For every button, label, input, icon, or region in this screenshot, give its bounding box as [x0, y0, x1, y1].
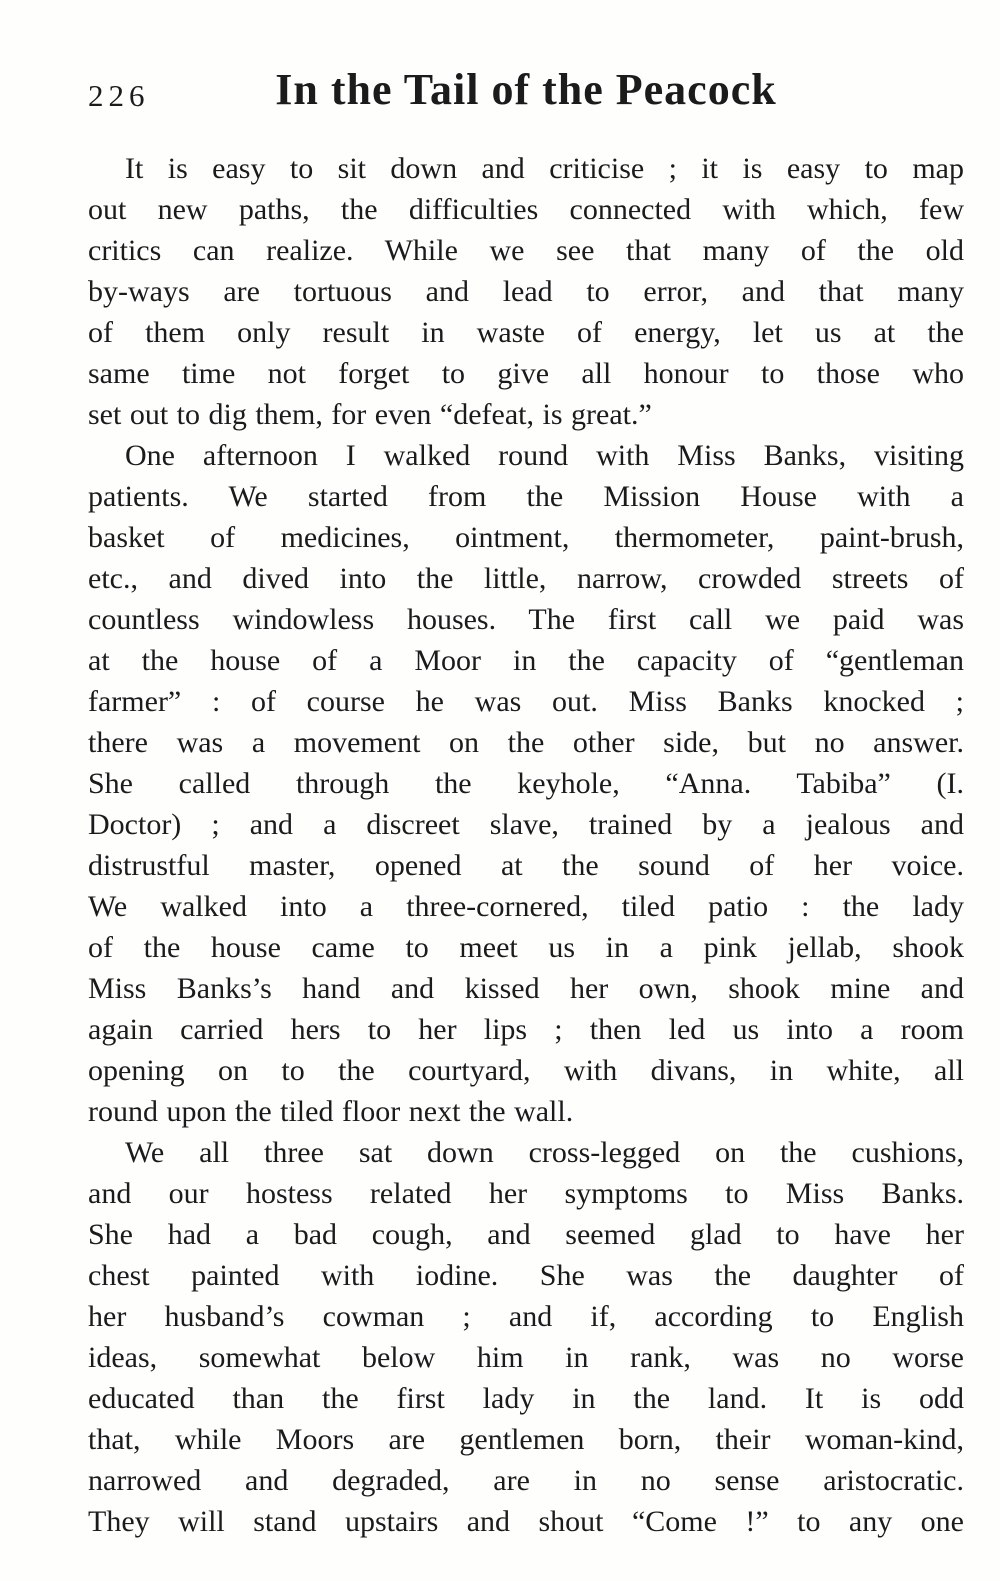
text-line: She had a bad cough, and seemed glad to have her — [88, 1218, 964, 1251]
text-line: there was a movement on the other side, but no answer. — [88, 726, 964, 759]
text-line: educated than the first lady in the land. It is odd — [88, 1382, 964, 1415]
page-title: In the Tail of the Peacock — [275, 65, 777, 114]
text-line: countless windowless houses. The first call we paid was — [88, 603, 964, 636]
text-line: narrowed and degraded, are in no sense aristocratic. — [88, 1464, 964, 1497]
text-line: One afternoon I walked round with Miss Banks, visiting — [125, 439, 964, 472]
text-line: of them only result in waste of energy, let us at the — [88, 316, 964, 349]
text-line: out new paths, the difficulties connected with which, few — [88, 193, 964, 226]
text-line: round upon the tiled floor next the wall. — [88, 1095, 574, 1128]
page-number: 226 — [88, 78, 150, 113]
text-line: etc., and dived into the little, narrow, crowded streets of — [88, 562, 964, 595]
text-line: at the house of a Moor in the capacity of “gentleman — [88, 644, 964, 677]
text-line: Doctor) ; and a discreet slave, trained by a jealous and — [88, 808, 964, 841]
page-body — [88, 148, 964, 1542]
text-line: Miss Banks’s hand and kissed her own, shook mine and — [88, 972, 964, 1005]
text-line: by-ways are tortuous and lead to error, and that many — [88, 275, 964, 308]
text-line: critics can realize. While we see that many of the old — [88, 234, 964, 267]
text-line: They will stand upstairs and shout “Come !” to any one — [88, 1505, 964, 1538]
text-line: chest painted with iodine. She was the daughter of — [88, 1259, 964, 1292]
text-line: opening on to the courtyard, with divans, in white, all — [88, 1054, 964, 1087]
text-line: her husband’s cowman ; and if, according to English — [88, 1300, 964, 1333]
text-line: of the house came to meet us in a pink jellab, shook — [88, 931, 964, 964]
text-line: ideas, somewhat below him in rank, was no worse — [88, 1341, 964, 1374]
text-line: again carried hers to her lips ; then led us into a room — [88, 1013, 964, 1046]
text-line: She called through the keyhole, “Anna. Tabiba” (I. — [88, 767, 964, 800]
text-line: basket of medicines, ointment, thermometer, paint-brush, — [88, 521, 964, 554]
text-line: and our hostess related her symptoms to Miss Banks. — [88, 1177, 964, 1210]
text-line: that, while Moors are gentlemen born, their woman-kind, — [88, 1423, 964, 1456]
text-line: We walked into a three-cornered, tiled patio : the lady — [88, 890, 964, 923]
text-line: farmer” : of course he was out. Miss Banks knocked ; — [88, 685, 964, 718]
text-line: It is easy to sit down and criticise ; it is easy to map — [125, 152, 964, 185]
paragraph — [88, 435, 964, 1132]
paragraph — [88, 1132, 964, 1542]
text-line: We all three sat down cross-legged on the cushions, — [125, 1136, 964, 1169]
text-line: same time not forget to give all honour to those who — [88, 357, 964, 390]
text-line: set out to dig them, for even “defeat, is great.” — [88, 398, 652, 431]
text-line: distrustful master, opened at the sound of her voice. — [88, 849, 964, 882]
text-line: patients. We started from the Mission House with a — [88, 480, 964, 513]
paragraph — [88, 148, 964, 435]
